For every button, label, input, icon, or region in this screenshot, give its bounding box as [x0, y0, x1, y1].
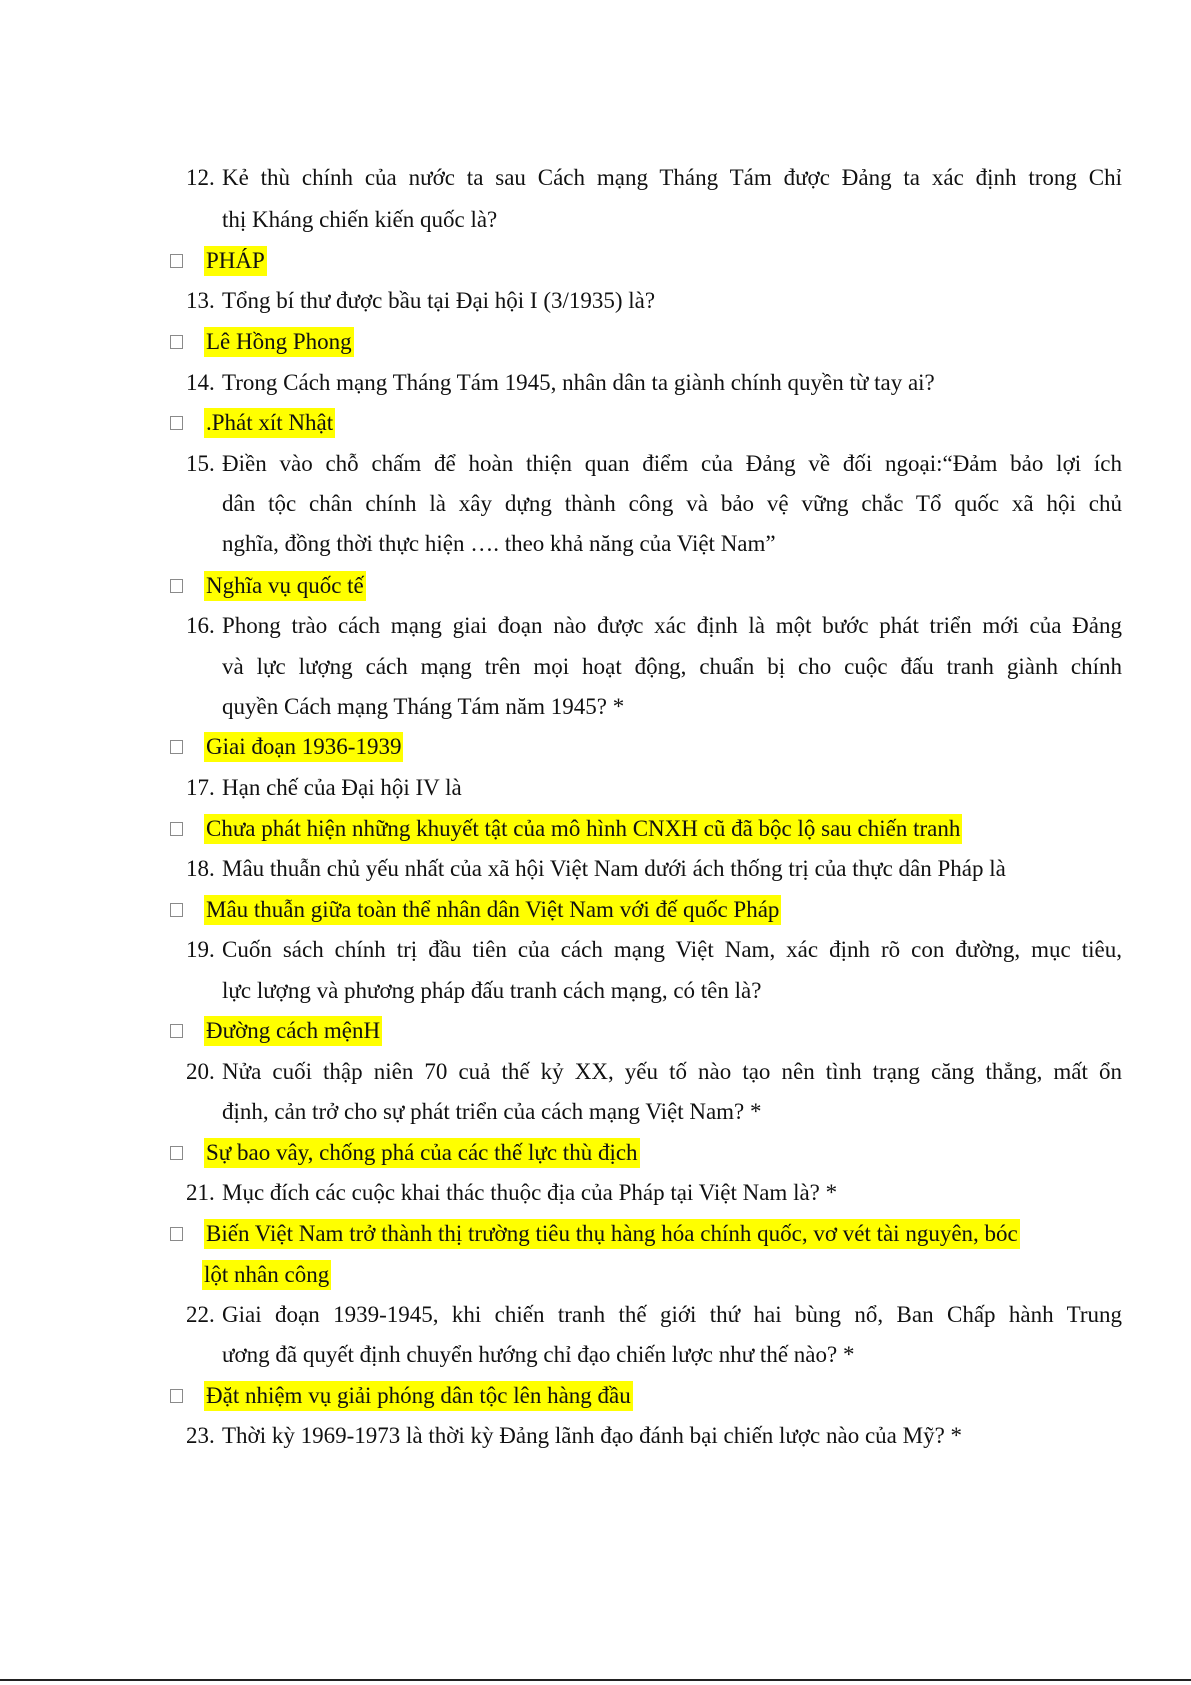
question-number: 16. — [186, 613, 215, 638]
question-number: 18. — [186, 856, 215, 881]
answer-text: Đặt nhiệm vụ giải phóng dân tộc lên hàng đầu — [204, 1381, 633, 1411]
question-text: Nửa cuối thập niên 70 cuả thế kỷ XX, yếu tố nào tạo nên tình trạng căng thẳng, mất ổn — [222, 1059, 1122, 1084]
page-bottom-border — [0, 1679, 1191, 1681]
answer-text: Giai đoạn 1936-1939 — [204, 732, 403, 762]
answer-text: Chưa phát hiện những khuyết tật của mô hình CNXH cũ đã bộc lộ sau chiến tranh — [204, 814, 962, 844]
question-number: 12. — [186, 165, 215, 190]
checkbox-icon[interactable] — [170, 579, 183, 593]
question-text: Hạn chế của Đại hội IV là — [222, 775, 462, 800]
answer-text: .Phát xít Nhật — [204, 408, 335, 438]
question-number: 21. — [186, 1180, 215, 1205]
question-number: 19. — [186, 937, 215, 962]
answer-text: PHÁP — [204, 246, 267, 276]
checkbox-icon[interactable] — [170, 1227, 183, 1241]
answer-text: Mâu thuẫn giữa toàn thể nhân dân Việt Nam với đế quốc Pháp — [204, 895, 781, 925]
answer-text: Biến Việt Nam trở thành thị trường tiêu thụ hàng hóa chính quốc, vơ vét tài nguyên, bóc — [204, 1219, 1020, 1249]
question-number: 14. — [186, 370, 215, 395]
question-text: lực lượng và phương pháp đấu tranh cách mạng, có tên là? — [222, 978, 762, 1003]
checkbox-icon[interactable] — [170, 1146, 183, 1160]
checkbox-icon[interactable] — [170, 1024, 183, 1038]
question-text: ương đã quyết định chuyển hướng chỉ đạo chiến lược như thế nào? * — [222, 1342, 855, 1367]
question-text: Cuốn sách chính trị đầu tiên của cách mạng Việt Nam, xác định rõ con đường, mục tiêu, — [222, 937, 1122, 962]
question-number: 23. — [186, 1423, 215, 1448]
question-text: Trong Cách mạng Tháng Tám 1945, nhân dân ta giành chính quyền từ tay ai? — [222, 370, 935, 395]
question-text: Mục đích các cuộc khai thác thuộc địa của Pháp tại Việt Nam là? * — [222, 1180, 838, 1205]
question-text: Giai đoạn 1939-1945, khi chiến tranh thế giới thứ hai bùng nổ, Ban Chấp hành Trung — [222, 1302, 1122, 1327]
checkbox-icon[interactable] — [170, 740, 183, 754]
question-text: Mâu thuẫn chủ yếu nhất của xã hội Việt Nam dưới ách thống trị của thực dân Pháp là — [222, 856, 1006, 881]
question-text: Phong trào cách mạng giai đoạn nào được xác định là một bước phát triển mới của Đảng — [222, 613, 1122, 638]
checkbox-icon[interactable] — [170, 903, 183, 917]
answer-text: Nghĩa vụ quốc tế — [204, 571, 366, 601]
question-text: Kẻ thù chính của nước ta sau Cách mạng Tháng Tám được Đảng ta xác định trong Chỉ — [222, 165, 1122, 190]
question-text: Thời kỳ 1969-1973 là thời kỳ Đảng lãnh đạo đánh bại chiến lược nào của Mỹ? * — [222, 1423, 963, 1448]
checkbox-icon[interactable] — [170, 1389, 183, 1403]
question-number: 15. — [186, 451, 215, 476]
question-text: quyền Cách mạng Tháng Tám năm 1945? * — [222, 694, 625, 719]
question-text: định, cản trở cho sự phát triển của cách mạng Việt Nam? * — [222, 1099, 762, 1124]
answer-text: lột nhân công — [202, 1260, 331, 1290]
checkbox-icon[interactable] — [170, 335, 183, 349]
question-text: thị Kháng chiến kiến quốc là? — [222, 207, 498, 232]
checkbox-icon[interactable] — [170, 822, 183, 836]
question-text: Điền vào chỗ chấm để hoàn thiện quan điểm của Đảng về đối ngoại:“Đảm bảo lợi ích — [222, 451, 1122, 476]
question-number: 22. — [186, 1302, 215, 1327]
checkbox-icon[interactable] — [170, 254, 183, 268]
answer-text: Lê Hồng Phong — [204, 327, 354, 357]
question-number: 17. — [186, 775, 215, 800]
answer-text: Đường cách mệnH — [204, 1016, 382, 1046]
question-text: nghĩa, đồng thời thực hiện …. theo khả năng của Việt Nam” — [222, 531, 776, 556]
question-number: 20. — [186, 1059, 215, 1084]
question-number: 13. — [186, 288, 215, 313]
answer-text: Sự bao vây, chống phá của các thế lực thù địch — [204, 1138, 640, 1168]
question-text: dân tộc chân chính là xây dựng thành công và bảo vệ vững chắc Tổ quốc xã hội chủ — [222, 491, 1122, 516]
question-text: Tổng bí thư được bầu tại Đại hội I (3/1935) là? — [222, 288, 656, 313]
checkbox-icon[interactable] — [170, 416, 183, 430]
question-text: và lực lượng cách mạng trên mọi hoạt động, chuẩn bị cho cuộc đấu tranh giành chính — [222, 654, 1122, 679]
